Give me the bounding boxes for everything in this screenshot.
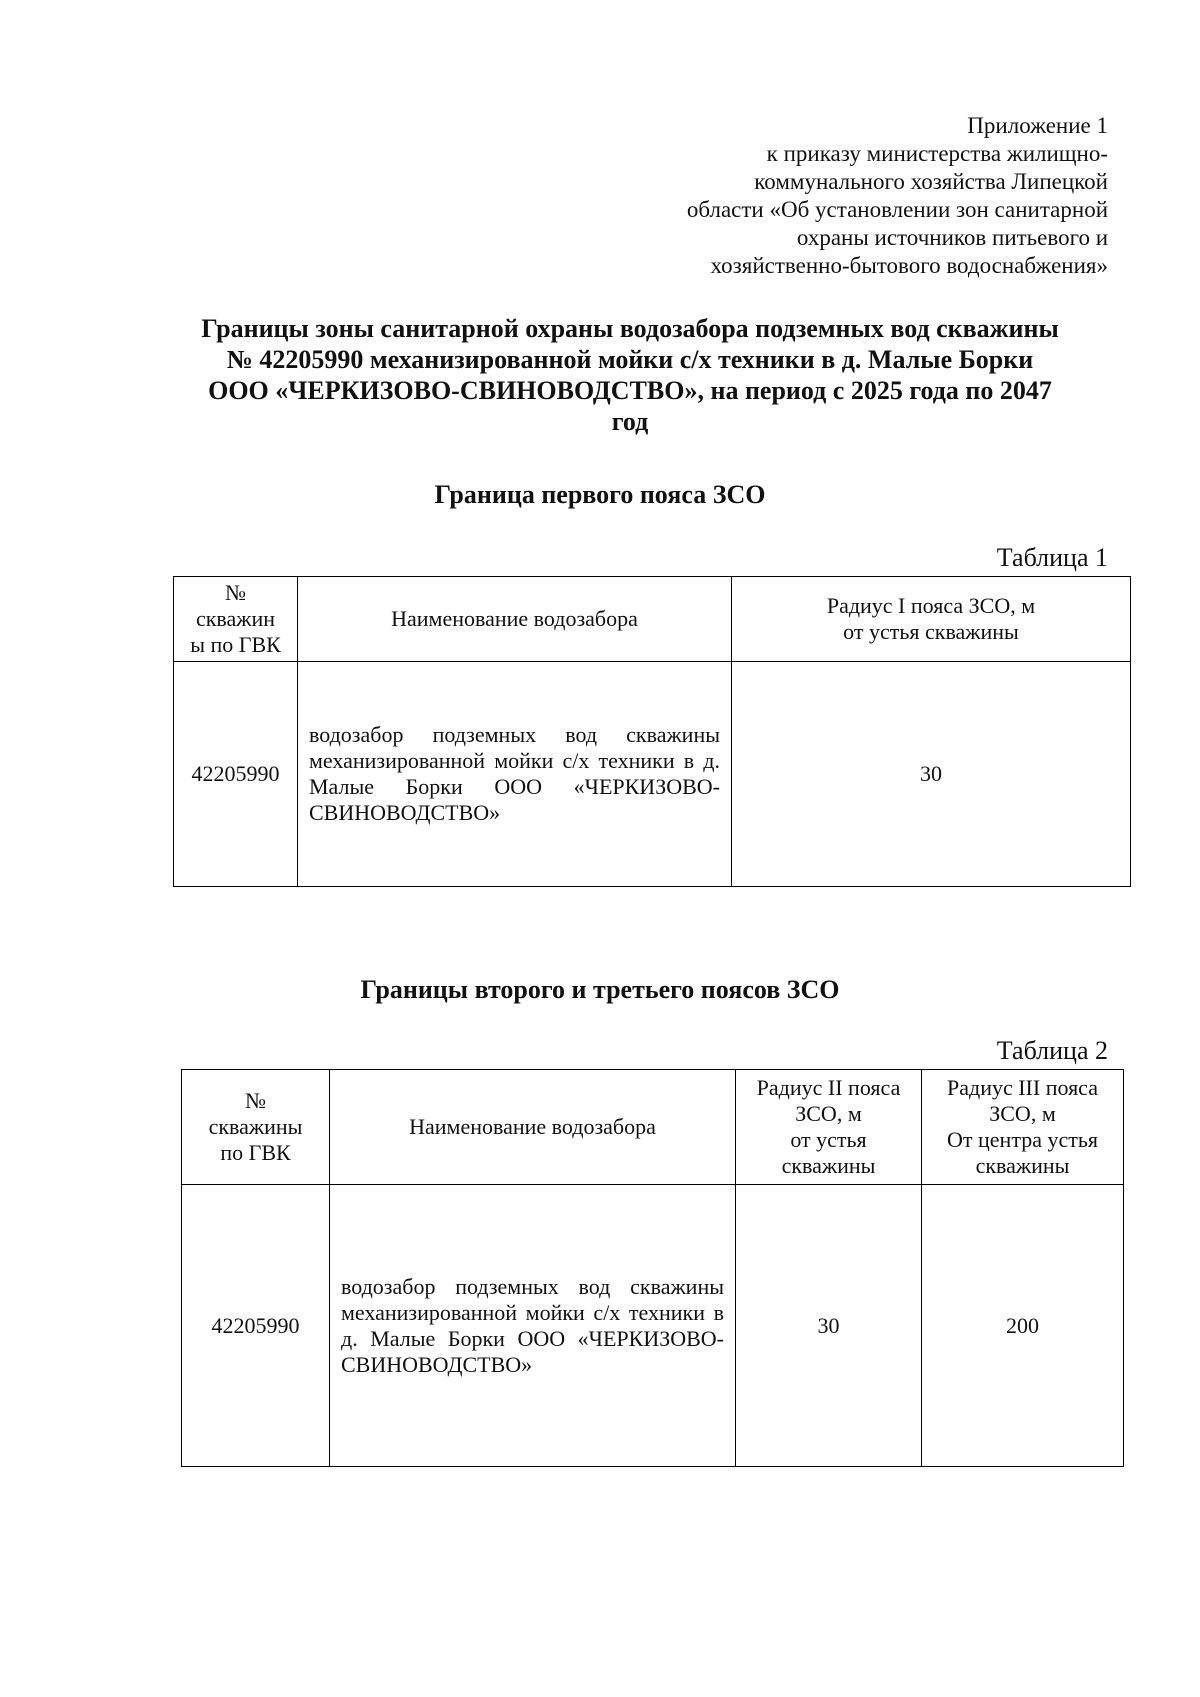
- header-line: Наименование водозабора: [391, 606, 638, 631]
- table-1-header-row: [174, 577, 1131, 662]
- document-title: [150, 313, 1110, 437]
- header-line: №: [225, 580, 246, 605]
- section2-heading: Границы второго и третьего поясов ЗСО: [360, 975, 840, 1004]
- table-row: [174, 662, 1131, 887]
- title-line: ООО «ЧЕРКИЗОВО-СВИНОВОДСТВО», на период с 2025 года по 2047: [208, 376, 1052, 405]
- header-line: ы по ГВК: [190, 632, 281, 657]
- well-number-cell: 42205990: [182, 1185, 330, 1467]
- radius-2-cell: 30: [736, 1185, 922, 1467]
- intake-name-cell: водозабор подземных вод скважины механизированной мойки с/х техники в д. Малые Борки ООО «ЧЕРКИЗОВО-СВИНОВОДСТВО»: [298, 662, 732, 887]
- header-line: скважины: [208, 1114, 303, 1139]
- intake-name-cell: водозабор подземных вод скважины механизированной мойки с/х техники в д. Малые Борки ООО «ЧЕРКИЗОВО-СВИНОВОДСТВО»: [330, 1185, 736, 1467]
- header-line: по ГВК: [220, 1140, 291, 1165]
- appendix-line: охраны источников питьевого и: [796, 225, 1108, 250]
- table-row: [182, 1185, 1124, 1467]
- table-2-header-name: [330, 1070, 736, 1185]
- header-line: от устья: [790, 1127, 867, 1152]
- title-line: № 42205990 механизированной мойки с/х техники в д. Малые Борки: [226, 345, 1034, 374]
- header-line: скважин: [195, 606, 276, 631]
- appendix-line: к приказу министерства жилищно-: [766, 141, 1108, 166]
- header-line: Радиус III пояса: [947, 1075, 1098, 1100]
- table1-label: Таблица 1: [996, 543, 1108, 572]
- header-line: ЗСО, м: [989, 1101, 1056, 1126]
- appendix-line: Приложение 1: [967, 113, 1108, 138]
- table-2: [181, 1069, 1124, 1467]
- radius-1-cell: 30: [732, 662, 1131, 887]
- header-line: От центра устья: [947, 1127, 1098, 1152]
- header-line: №: [245, 1088, 266, 1113]
- radius-3-cell: 200: [922, 1185, 1124, 1467]
- table-1: [173, 576, 1131, 887]
- header-line: ЗСО, м: [795, 1101, 862, 1126]
- header-line: Наименование водозабора: [409, 1114, 656, 1139]
- table-2-header-well-no: [182, 1070, 330, 1185]
- title-line: год: [611, 407, 649, 436]
- header-line: скважины: [781, 1153, 876, 1178]
- header-line: от устья скважины: [843, 619, 1019, 644]
- table-2-header-row: [182, 1070, 1124, 1185]
- table-2-header-radius-2: [736, 1070, 922, 1185]
- table-1-header-well-no: [174, 577, 298, 662]
- appendix-line: хозяйственно-бытового водоснабжения»: [710, 253, 1108, 278]
- title-line: Границы зоны санитарной охраны водозабора подземных вод скважины: [201, 314, 1059, 343]
- appendix-line: коммунального хозяйства Липецкой: [754, 169, 1108, 194]
- table2-label: Таблица 2: [996, 1036, 1108, 1065]
- table-1-header-name: [298, 577, 732, 662]
- table-2-header-radius-3: [922, 1070, 1124, 1185]
- table-1-header-radius-1: [732, 577, 1131, 662]
- header-line: скважины: [975, 1153, 1070, 1178]
- appendix-line: области «Об установлении зон санитарной: [686, 197, 1108, 222]
- section1-heading: Граница первого пояса ЗСО: [434, 480, 766, 509]
- appendix-block: [588, 112, 1108, 280]
- header-line: Радиус II пояса: [756, 1075, 901, 1100]
- header-line: Радиус I пояса ЗСО, м: [826, 593, 1036, 618]
- well-number-cell: 42205990: [174, 662, 298, 887]
